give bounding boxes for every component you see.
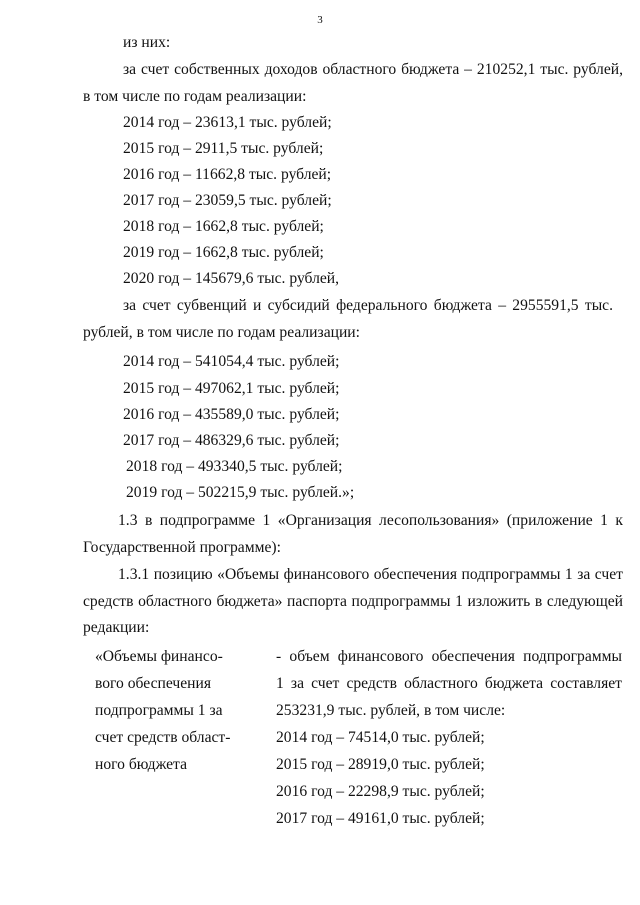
table-right-cell-line: - объем финансового обеспечения подпрограммы — [276, 648, 622, 665]
text-line: редакции: — [83, 619, 150, 636]
year-row: 2020 год – 145679,6 тыс. рублей, — [123, 270, 340, 287]
table-left-cell-line: счет средств област- — [95, 729, 231, 746]
table-left-cell-line: ного бюджета — [95, 756, 187, 773]
text-line: 1.3.1 позицию «Объемы финансового обеспечения подпрограммы 1 за счет — [118, 566, 623, 583]
text-line: за счет собственных доходов областного бюджета – 210252,1 тыс. рублей, — [123, 61, 623, 78]
table-right-cell-line: 2014 год – 74514,0 тыс. рублей; — [276, 729, 485, 746]
text-line: за счет субвенций и субсидий федерального бюджета – 2955591,5 тыс. — [123, 297, 613, 314]
year-row: 2015 год – 497062,1 тыс. рублей; — [123, 380, 340, 397]
year-row: 2018 год – 1662,8 тыс. рублей; — [123, 218, 324, 235]
text-line: средств областного бюджета» паспорта подпрограммы 1 изложить в следующей — [83, 593, 623, 610]
year-row: 2014 год – 23613,1 тыс. рублей; — [123, 114, 332, 131]
year-row: 2014 год – 541054,4 тыс. рублей; — [123, 353, 340, 370]
table-right-cell-line: 2015 год – 28919,0 тыс. рублей; — [276, 756, 485, 773]
table-right-cell-line: 2016 год – 22298,9 тыс. рублей; — [276, 783, 485, 800]
page-number: 3 — [317, 14, 323, 26]
table-right-cell-line: 1 за счет средств областного бюджета составляет — [276, 675, 622, 692]
text-line: в том числе по годам реализации: — [83, 88, 307, 105]
year-row: 2016 год – 435589,0 тыс. рублей; — [123, 406, 340, 423]
text-line: 1.3 в подпрограмме 1 «Организация лесопользования» (приложение 1 к — [118, 512, 623, 529]
year-row: 2019 год – 1662,8 тыс. рублей; — [123, 244, 324, 261]
text-line: рублей, в том числе по годам реализации: — [83, 324, 360, 341]
text-line: Государственной программе): — [83, 539, 281, 556]
table-left-cell-line: «Объемы финансо- — [95, 648, 223, 665]
year-row: 2019 год – 502215,9 тыс. рублей.»; — [126, 484, 355, 501]
text-line: из них: — [123, 34, 171, 51]
year-row: 2016 год – 11662,8 тыс. рублей; — [123, 166, 332, 183]
table-left-cell-line: вого обеспечения — [95, 675, 212, 692]
table-left-cell-line: подпрограммы 1 за — [95, 702, 223, 719]
table-right-cell-line: 2017 год – 49161,0 тыс. рублей; — [276, 810, 485, 827]
year-row: 2017 год – 23059,5 тыс. рублей; — [123, 192, 332, 209]
table-right-cell-line: 253231,9 тыс. рублей, в том числе: — [276, 702, 506, 719]
year-row: 2015 год – 2911,5 тыс. рублей; — [123, 140, 324, 157]
year-row: 2018 год – 493340,5 тыс. рублей; — [126, 458, 343, 475]
year-row: 2017 год – 486329,6 тыс. рублей; — [123, 432, 340, 449]
